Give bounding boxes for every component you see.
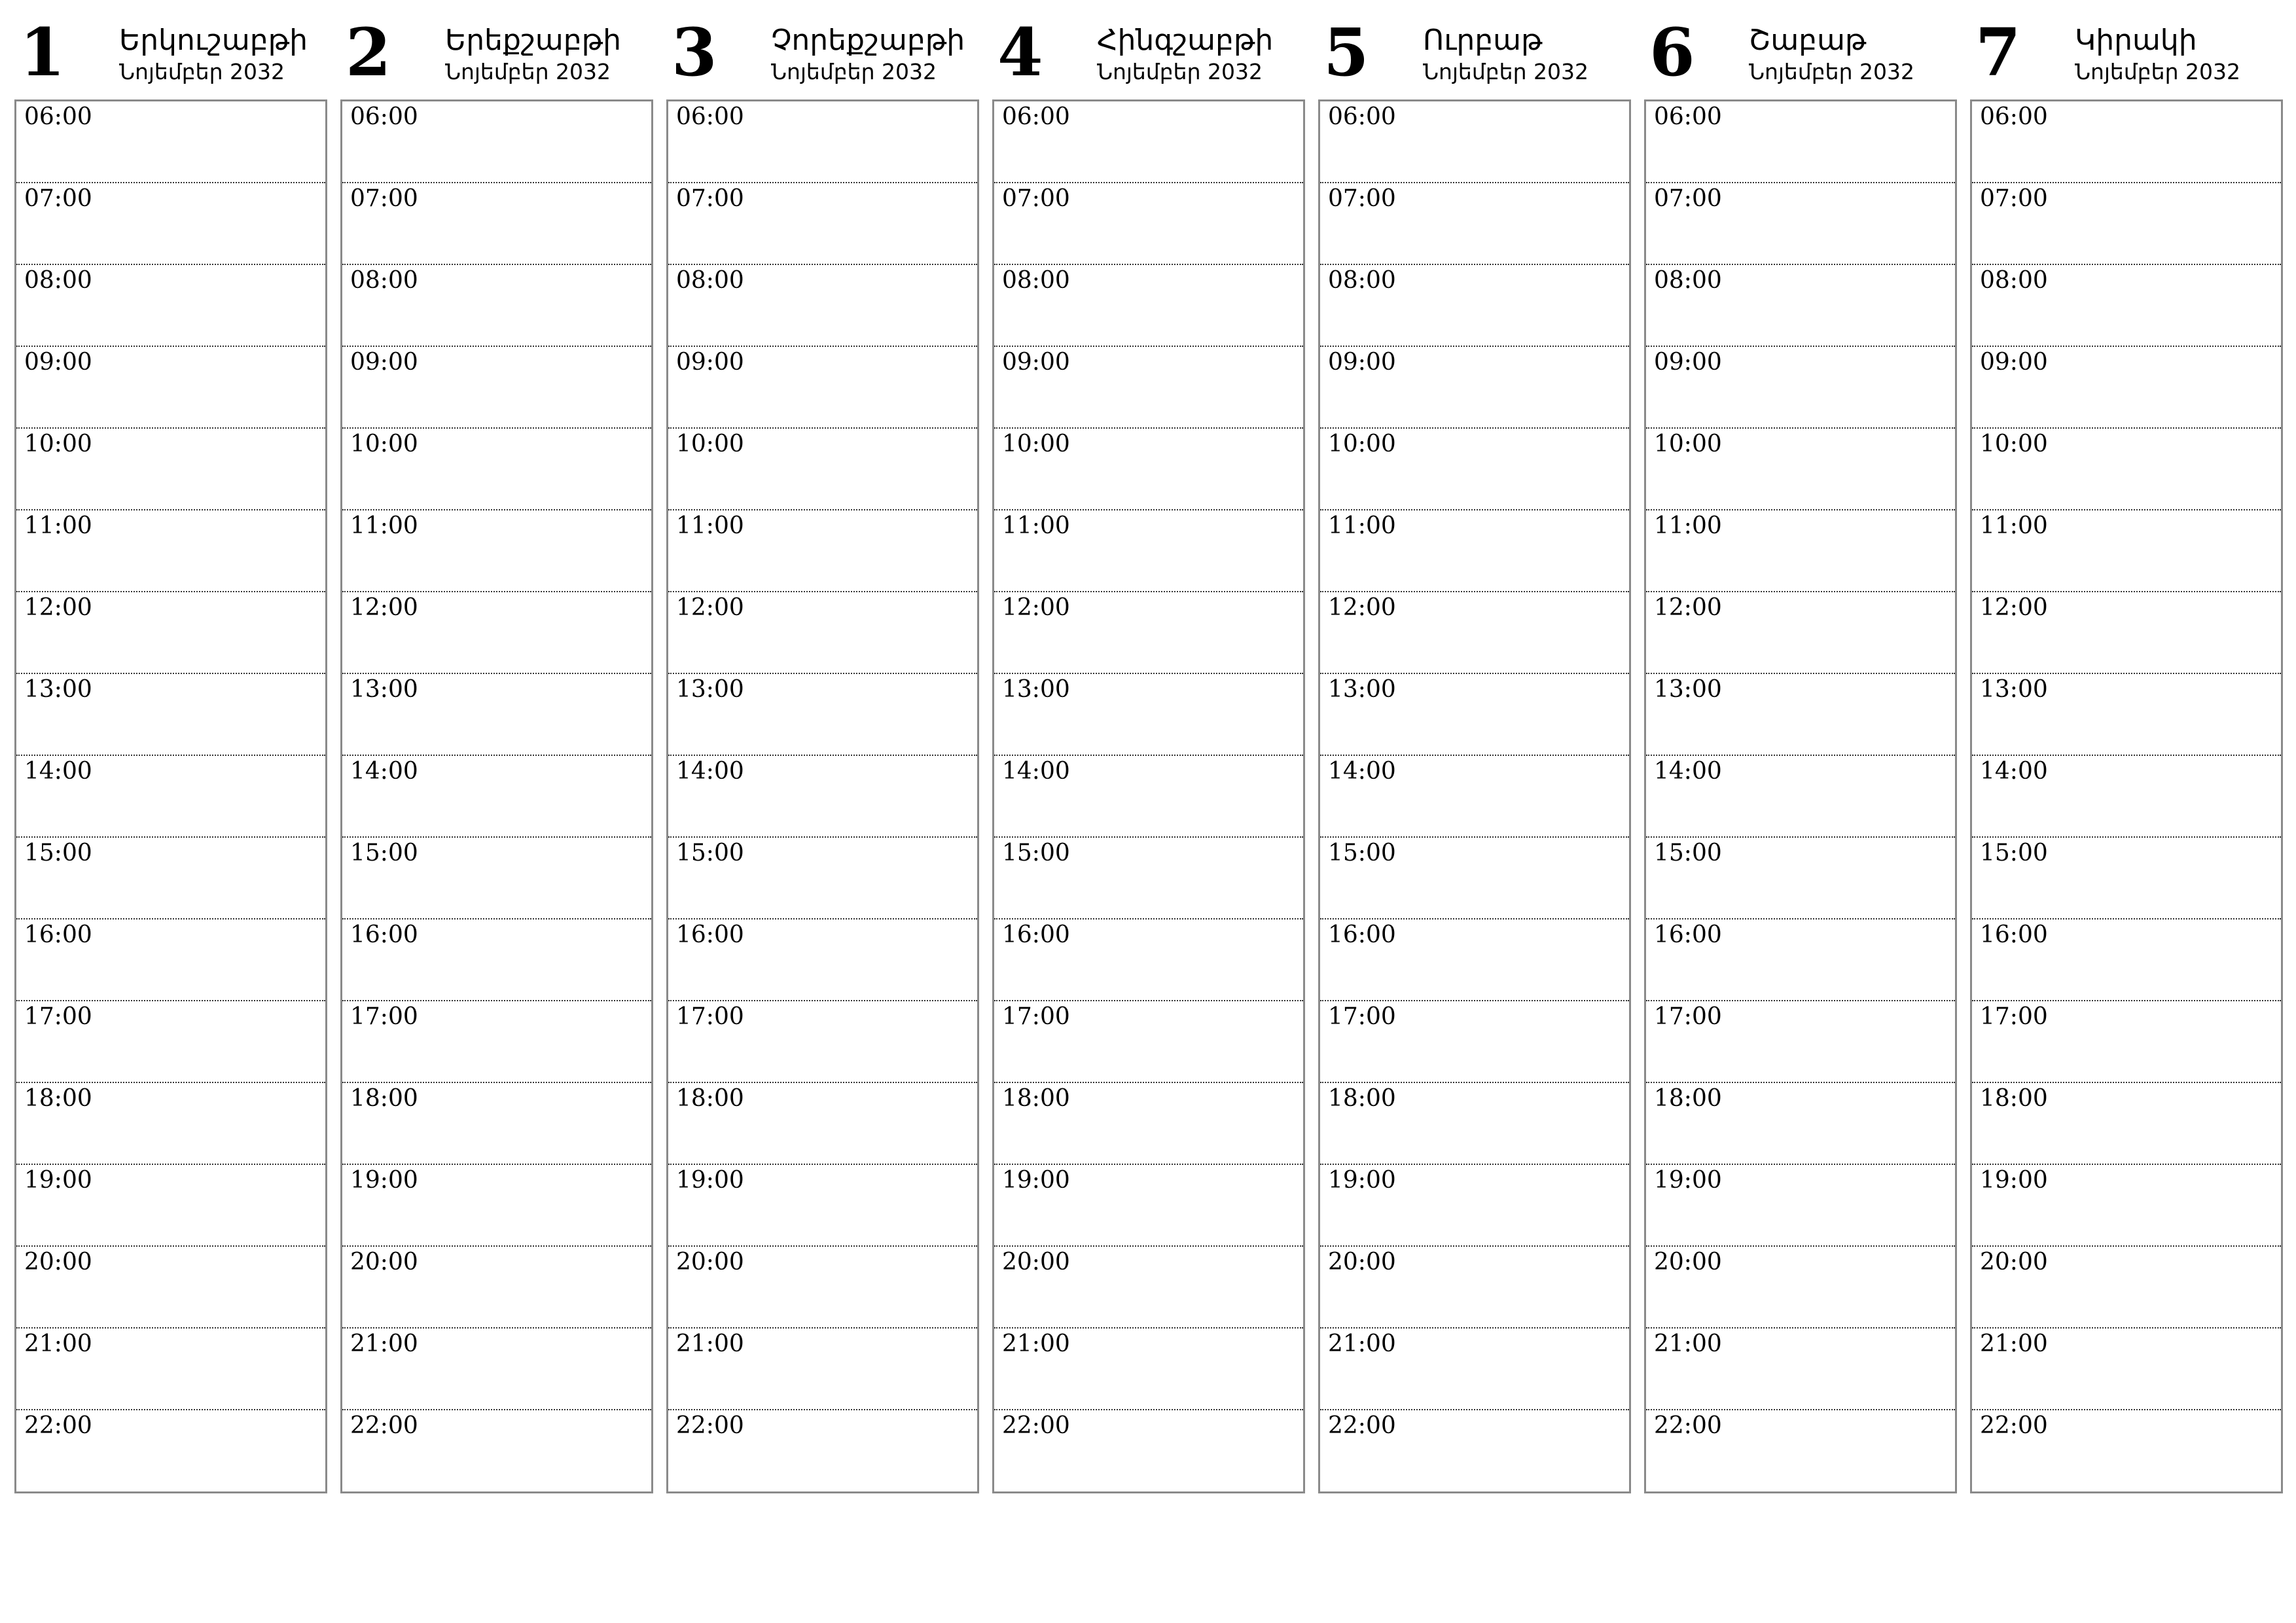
day-column bbox=[992, 14, 1304, 1493]
hour-label: 19:00 bbox=[1328, 1167, 1396, 1194]
hour-slot[interactable] bbox=[668, 592, 977, 674]
hour-label: 17:00 bbox=[350, 1003, 418, 1030]
hour-label: 21:00 bbox=[1328, 1330, 1396, 1357]
hour-slot[interactable] bbox=[668, 838, 977, 919]
hour-slot[interactable] bbox=[994, 1247, 1303, 1329]
day-number: 6 bbox=[1649, 14, 1695, 91]
hour-label: 19:00 bbox=[1002, 1167, 1070, 1194]
hour-label: 08:00 bbox=[1654, 267, 1722, 294]
hour-slot[interactable] bbox=[994, 101, 1303, 183]
hour-label: 12:00 bbox=[1654, 594, 1722, 621]
hour-label: 06:00 bbox=[1980, 103, 2048, 130]
hour-label: 08:00 bbox=[676, 267, 744, 294]
hour-slot[interactable] bbox=[342, 347, 651, 429]
day-header bbox=[992, 14, 1304, 99]
hour-slot[interactable] bbox=[994, 674, 1303, 756]
hour-label: 12:00 bbox=[1002, 594, 1070, 621]
hour-label: 18:00 bbox=[1328, 1085, 1396, 1112]
hour-slot[interactable] bbox=[1646, 1329, 1955, 1410]
hour-label: 16:00 bbox=[1002, 921, 1070, 948]
hour-slot[interactable] bbox=[16, 1083, 325, 1165]
hour-label: 10:00 bbox=[1002, 431, 1070, 457]
hour-slot[interactable] bbox=[16, 838, 325, 919]
hour-label: 12:00 bbox=[24, 594, 92, 621]
hour-label: 07:00 bbox=[1328, 185, 1396, 212]
hour-label: 11:00 bbox=[24, 512, 92, 539]
month-year-label: Նոյեմբեր 2032 bbox=[445, 59, 611, 84]
hour-label: 11:00 bbox=[1328, 512, 1396, 539]
day-number: 3 bbox=[672, 14, 717, 91]
day-column bbox=[14, 14, 326, 1493]
hour-label: 07:00 bbox=[1002, 185, 1070, 212]
hour-slot[interactable] bbox=[1320, 1247, 1629, 1329]
day-schedule-box bbox=[14, 99, 327, 1493]
day-number: 1 bbox=[20, 14, 65, 91]
hour-slot[interactable] bbox=[994, 838, 1303, 919]
month-year-label: Նոյեմբեր 2032 bbox=[2075, 59, 2240, 84]
hour-slot[interactable] bbox=[994, 756, 1303, 838]
hour-label: 07:00 bbox=[676, 185, 744, 212]
hour-label: 12:00 bbox=[1980, 594, 2048, 621]
hour-slot[interactable] bbox=[342, 1165, 651, 1247]
hour-label: 22:00 bbox=[1654, 1412, 1722, 1439]
hour-label: 06:00 bbox=[676, 103, 744, 130]
hour-label: 08:00 bbox=[350, 267, 418, 294]
hour-slot[interactable] bbox=[1972, 838, 2281, 919]
hour-slot[interactable] bbox=[1972, 347, 2281, 429]
hour-slot[interactable] bbox=[1972, 1001, 2281, 1083]
hour-slot[interactable] bbox=[16, 510, 325, 592]
hour-label: 10:00 bbox=[1654, 431, 1722, 457]
hour-label: 18:00 bbox=[676, 1085, 744, 1112]
hour-slot[interactable] bbox=[342, 510, 651, 592]
day-column bbox=[1644, 14, 1956, 1493]
hour-label: 09:00 bbox=[350, 349, 418, 376]
hour-label: 09:00 bbox=[24, 349, 92, 376]
hour-label: 21:00 bbox=[1980, 1330, 2048, 1357]
day-schedule-box bbox=[340, 99, 653, 1493]
hour-label: 22:00 bbox=[1328, 1412, 1396, 1439]
hour-label: 21:00 bbox=[676, 1330, 744, 1357]
hour-slot[interactable] bbox=[16, 183, 325, 265]
hour-slot[interactable] bbox=[16, 1329, 325, 1410]
hour-slot[interactable] bbox=[1972, 510, 2281, 592]
hour-slot[interactable] bbox=[342, 1410, 651, 1491]
day-schedule-box bbox=[1644, 99, 1957, 1493]
day-number: 7 bbox=[1975, 14, 2021, 91]
hour-slot[interactable] bbox=[1972, 1329, 2281, 1410]
hour-slot[interactable] bbox=[16, 756, 325, 838]
day-schedule-box bbox=[666, 99, 979, 1493]
hour-slot[interactable] bbox=[668, 1410, 977, 1491]
hour-slot[interactable] bbox=[994, 1410, 1303, 1491]
day-name: Երեքշաբթի bbox=[445, 24, 622, 57]
hour-label: 16:00 bbox=[676, 921, 744, 948]
hour-slot[interactable] bbox=[1646, 347, 1955, 429]
hour-slot[interactable] bbox=[16, 101, 325, 183]
hour-slot[interactable] bbox=[342, 1001, 651, 1083]
hour-slot[interactable] bbox=[342, 592, 651, 674]
hour-slot[interactable] bbox=[342, 674, 651, 756]
hour-label: 19:00 bbox=[24, 1167, 92, 1194]
hour-slot[interactable] bbox=[1320, 756, 1629, 838]
hour-slot[interactable] bbox=[1646, 510, 1955, 592]
hour-label: 09:00 bbox=[1654, 349, 1722, 376]
hour-label: 06:00 bbox=[1002, 103, 1070, 130]
hour-slot[interactable] bbox=[16, 347, 325, 429]
hour-label: 11:00 bbox=[1980, 512, 2048, 539]
hour-label: 11:00 bbox=[676, 512, 744, 539]
hour-label: 14:00 bbox=[1328, 758, 1396, 785]
hour-label: 20:00 bbox=[24, 1249, 92, 1275]
hour-label: 15:00 bbox=[24, 840, 92, 866]
weekly-planner bbox=[14, 14, 2286, 1493]
hour-slot[interactable] bbox=[1972, 756, 2281, 838]
hour-label: 20:00 bbox=[1980, 1249, 2048, 1275]
day-name: Շաբաթ bbox=[1749, 24, 1867, 57]
hour-slot[interactable] bbox=[668, 756, 977, 838]
day-header bbox=[14, 14, 326, 99]
day-schedule-box bbox=[1970, 99, 2283, 1493]
hour-slot[interactable] bbox=[994, 1083, 1303, 1165]
hour-label: 13:00 bbox=[350, 676, 418, 703]
hour-slot[interactable] bbox=[668, 674, 977, 756]
hour-slot[interactable] bbox=[1972, 265, 2281, 347]
hour-slot[interactable] bbox=[1972, 674, 2281, 756]
hour-label: 11:00 bbox=[350, 512, 418, 539]
hour-slot[interactable] bbox=[1972, 1083, 2281, 1165]
hour-slot[interactable] bbox=[16, 919, 325, 1001]
hour-slot[interactable] bbox=[994, 592, 1303, 674]
hour-slot[interactable] bbox=[1320, 1165, 1629, 1247]
hour-slot[interactable] bbox=[342, 756, 651, 838]
hour-slot[interactable] bbox=[1646, 429, 1955, 510]
hour-label: 10:00 bbox=[24, 431, 92, 457]
hour-label: 09:00 bbox=[1980, 349, 2048, 376]
hour-slot[interactable] bbox=[1320, 265, 1629, 347]
hour-label: 21:00 bbox=[1654, 1330, 1722, 1357]
hour-label: 19:00 bbox=[1654, 1167, 1722, 1194]
hour-label: 17:00 bbox=[676, 1003, 744, 1030]
hour-slot[interactable] bbox=[1320, 919, 1629, 1001]
day-name: Կիրակի bbox=[2075, 24, 2197, 57]
hour-slot[interactable] bbox=[668, 510, 977, 592]
hour-slot[interactable] bbox=[1646, 265, 1955, 347]
hour-label: 14:00 bbox=[1980, 758, 2048, 785]
hour-label: 13:00 bbox=[1002, 676, 1070, 703]
hour-slot[interactable] bbox=[16, 1165, 325, 1247]
hour-slot[interactable] bbox=[668, 1329, 977, 1410]
hour-label: 21:00 bbox=[1002, 1330, 1070, 1357]
hour-slot[interactable] bbox=[668, 347, 977, 429]
hour-slot[interactable] bbox=[16, 674, 325, 756]
hour-label: 10:00 bbox=[1328, 431, 1396, 457]
hour-label: 20:00 bbox=[1328, 1249, 1396, 1275]
month-year-label: Նոյեմբեր 2032 bbox=[1749, 59, 1914, 84]
hour-slot[interactable] bbox=[1646, 674, 1955, 756]
hour-slot[interactable] bbox=[1646, 756, 1955, 838]
hour-slot[interactable] bbox=[342, 1083, 651, 1165]
day-schedule-box bbox=[992, 99, 1305, 1493]
day-schedule-box bbox=[1318, 99, 1631, 1493]
hour-label: 16:00 bbox=[1328, 921, 1396, 948]
hour-label: 21:00 bbox=[350, 1330, 418, 1357]
hour-label: 16:00 bbox=[1654, 921, 1722, 948]
hour-slot[interactable] bbox=[668, 183, 977, 265]
hour-label: 07:00 bbox=[24, 185, 92, 212]
hour-slot[interactable] bbox=[994, 1001, 1303, 1083]
day-name: Չորեքշաբթի bbox=[771, 24, 965, 57]
day-header bbox=[1644, 14, 1956, 99]
hour-slot[interactable] bbox=[1646, 101, 1955, 183]
day-header bbox=[666, 14, 978, 99]
day-header bbox=[1970, 14, 2282, 99]
hour-label: 20:00 bbox=[1654, 1249, 1722, 1275]
hour-label: 17:00 bbox=[24, 1003, 92, 1030]
hour-slot[interactable] bbox=[1646, 1165, 1955, 1247]
hour-label: 22:00 bbox=[350, 1412, 418, 1439]
hour-label: 15:00 bbox=[1980, 840, 2048, 866]
hour-slot[interactable] bbox=[342, 429, 651, 510]
hour-slot[interactable] bbox=[1320, 1329, 1629, 1410]
hour-slot[interactable] bbox=[1320, 838, 1629, 919]
hour-label: 09:00 bbox=[676, 349, 744, 376]
hour-label: 10:00 bbox=[1980, 431, 2048, 457]
hour-slot[interactable] bbox=[1320, 347, 1629, 429]
hour-slot[interactable] bbox=[342, 265, 651, 347]
hour-label: 13:00 bbox=[1654, 676, 1722, 703]
hour-label: 18:00 bbox=[1654, 1085, 1722, 1112]
hour-label: 18:00 bbox=[24, 1085, 92, 1112]
hour-slot[interactable] bbox=[16, 265, 325, 347]
hour-label: 14:00 bbox=[24, 758, 92, 785]
hour-label: 22:00 bbox=[1002, 1412, 1070, 1439]
hour-label: 10:00 bbox=[676, 431, 744, 457]
hour-slot[interactable] bbox=[1320, 1001, 1629, 1083]
hour-slot[interactable] bbox=[1320, 1083, 1629, 1165]
hour-label: 08:00 bbox=[24, 267, 92, 294]
hour-slot[interactable] bbox=[994, 919, 1303, 1001]
hour-slot[interactable] bbox=[16, 1001, 325, 1083]
day-number: 2 bbox=[346, 14, 391, 91]
hour-label: 17:00 bbox=[1980, 1003, 2048, 1030]
day-number: 5 bbox=[1323, 14, 1369, 91]
hour-slot[interactable] bbox=[1972, 592, 2281, 674]
hour-slot[interactable] bbox=[1646, 1247, 1955, 1329]
hour-label: 14:00 bbox=[350, 758, 418, 785]
hour-slot[interactable] bbox=[1646, 592, 1955, 674]
hour-slot[interactable] bbox=[342, 1329, 651, 1410]
month-year-label: Նոյեմբեր 2032 bbox=[1097, 59, 1263, 84]
hour-label: 13:00 bbox=[1328, 676, 1396, 703]
hour-slot[interactable] bbox=[1320, 510, 1629, 592]
month-year-label: Նոյեմբեր 2032 bbox=[771, 59, 937, 84]
hour-label: 09:00 bbox=[1328, 349, 1396, 376]
hour-label: 14:00 bbox=[676, 758, 744, 785]
hour-label: 15:00 bbox=[350, 840, 418, 866]
hour-slot[interactable] bbox=[342, 838, 651, 919]
hour-label: 22:00 bbox=[24, 1412, 92, 1439]
hour-slot[interactable] bbox=[1646, 919, 1955, 1001]
hour-slot[interactable] bbox=[342, 101, 651, 183]
hour-label: 13:00 bbox=[24, 676, 92, 703]
hour-label: 13:00 bbox=[1980, 676, 2048, 703]
hour-label: 21:00 bbox=[24, 1330, 92, 1357]
hour-label: 06:00 bbox=[1328, 103, 1396, 130]
hour-label: 20:00 bbox=[350, 1249, 418, 1275]
hour-slot[interactable] bbox=[342, 919, 651, 1001]
hour-label: 08:00 bbox=[1002, 267, 1070, 294]
hour-slot[interactable] bbox=[16, 429, 325, 510]
day-name: Հինգշաբթի bbox=[1097, 24, 1274, 57]
hour-label: 07:00 bbox=[1654, 185, 1722, 212]
hour-slot[interactable] bbox=[668, 1001, 977, 1083]
day-column bbox=[340, 14, 652, 1493]
hour-slot[interactable] bbox=[1646, 1083, 1955, 1165]
hour-slot[interactable] bbox=[994, 347, 1303, 429]
hour-label: 19:00 bbox=[350, 1167, 418, 1194]
day-name: Երկուշաբթի bbox=[119, 24, 308, 57]
hour-slot[interactable] bbox=[668, 1247, 977, 1329]
hour-slot[interactable] bbox=[16, 592, 325, 674]
hour-slot[interactable] bbox=[342, 183, 651, 265]
hour-label: 07:00 bbox=[350, 185, 418, 212]
hour-label: 06:00 bbox=[24, 103, 92, 130]
hour-slot[interactable] bbox=[1646, 838, 1955, 919]
month-year-label: Նոյեմբեր 2032 bbox=[119, 59, 285, 84]
hour-slot[interactable] bbox=[1320, 183, 1629, 265]
hour-slot[interactable] bbox=[1320, 592, 1629, 674]
hour-label: 15:00 bbox=[1002, 840, 1070, 866]
hour-label: 18:00 bbox=[1002, 1085, 1070, 1112]
hour-label: 17:00 bbox=[1654, 1003, 1722, 1030]
hour-slot[interactable] bbox=[668, 1165, 977, 1247]
hour-label: 17:00 bbox=[1002, 1003, 1070, 1030]
hour-label: 16:00 bbox=[1980, 921, 2048, 948]
hour-slot[interactable] bbox=[668, 919, 977, 1001]
hour-slot[interactable] bbox=[1972, 1410, 2281, 1491]
hour-label: 12:00 bbox=[1328, 594, 1396, 621]
hour-slot[interactable] bbox=[994, 510, 1303, 592]
hour-label: 20:00 bbox=[1002, 1249, 1070, 1275]
hour-label: 15:00 bbox=[1654, 840, 1722, 866]
month-year-label: Նոյեմբեր 2032 bbox=[1423, 59, 1588, 84]
hour-label: 14:00 bbox=[1002, 758, 1070, 785]
hour-slot[interactable] bbox=[1320, 101, 1629, 183]
hour-label: 09:00 bbox=[1002, 349, 1070, 376]
hour-label: 15:00 bbox=[1328, 840, 1396, 866]
hour-label: 11:00 bbox=[1654, 512, 1722, 539]
hour-slot[interactable] bbox=[1320, 1410, 1629, 1491]
hour-label: 14:00 bbox=[1654, 758, 1722, 785]
hour-label: 12:00 bbox=[676, 594, 744, 621]
hour-slot[interactable] bbox=[994, 1165, 1303, 1247]
day-name: Ուրբաթ bbox=[1423, 24, 1543, 57]
hour-label: 19:00 bbox=[676, 1167, 744, 1194]
hour-slot[interactable] bbox=[16, 1247, 325, 1329]
hour-slot[interactable] bbox=[342, 1247, 651, 1329]
hour-label: 08:00 bbox=[1328, 267, 1396, 294]
hour-label: 18:00 bbox=[350, 1085, 418, 1112]
hour-label: 10:00 bbox=[350, 431, 418, 457]
hour-slot[interactable] bbox=[668, 1083, 977, 1165]
hour-slot[interactable] bbox=[1646, 1410, 1955, 1491]
hour-label: 13:00 bbox=[676, 676, 744, 703]
hour-label: 20:00 bbox=[676, 1249, 744, 1275]
day-header bbox=[340, 14, 652, 99]
hour-slot[interactable] bbox=[1646, 1001, 1955, 1083]
hour-slot[interactable] bbox=[1646, 183, 1955, 265]
hour-label: 08:00 bbox=[1980, 267, 2048, 294]
hour-slot[interactable] bbox=[1972, 1247, 2281, 1329]
hour-label: 12:00 bbox=[350, 594, 418, 621]
day-column bbox=[666, 14, 978, 1493]
hour-slot[interactable] bbox=[668, 101, 977, 183]
hour-slot[interactable] bbox=[1972, 429, 2281, 510]
hour-label: 22:00 bbox=[676, 1412, 744, 1439]
hour-label: 19:00 bbox=[1980, 1167, 2048, 1194]
hour-slot[interactable] bbox=[994, 429, 1303, 510]
hour-slot[interactable] bbox=[1972, 183, 2281, 265]
hour-slot[interactable] bbox=[1972, 101, 2281, 183]
hour-label: 06:00 bbox=[350, 103, 418, 130]
hour-label: 17:00 bbox=[1328, 1003, 1396, 1030]
hour-slot[interactable] bbox=[668, 429, 977, 510]
hour-label: 18:00 bbox=[1980, 1085, 2048, 1112]
day-number: 4 bbox=[997, 14, 1043, 91]
day-header bbox=[1318, 14, 1630, 99]
hour-label: 06:00 bbox=[1654, 103, 1722, 130]
hour-label: 22:00 bbox=[1980, 1412, 2048, 1439]
hour-slot[interactable] bbox=[1972, 1165, 2281, 1247]
hour-label: 16:00 bbox=[350, 921, 418, 948]
hour-slot[interactable] bbox=[994, 1329, 1303, 1410]
hour-slot[interactable] bbox=[1320, 674, 1629, 756]
hour-label: 15:00 bbox=[676, 840, 744, 866]
hour-label: 16:00 bbox=[24, 921, 92, 948]
hour-slot[interactable] bbox=[1972, 919, 2281, 1001]
hour-slot[interactable] bbox=[994, 265, 1303, 347]
day-column bbox=[1970, 14, 2282, 1493]
hour-slot[interactable] bbox=[1320, 429, 1629, 510]
hour-slot[interactable] bbox=[668, 265, 977, 347]
hour-label: 11:00 bbox=[1002, 512, 1070, 539]
hour-label: 07:00 bbox=[1980, 185, 2048, 212]
hour-slot[interactable] bbox=[994, 183, 1303, 265]
day-column bbox=[1318, 14, 1630, 1493]
hour-slot[interactable] bbox=[16, 1410, 325, 1491]
